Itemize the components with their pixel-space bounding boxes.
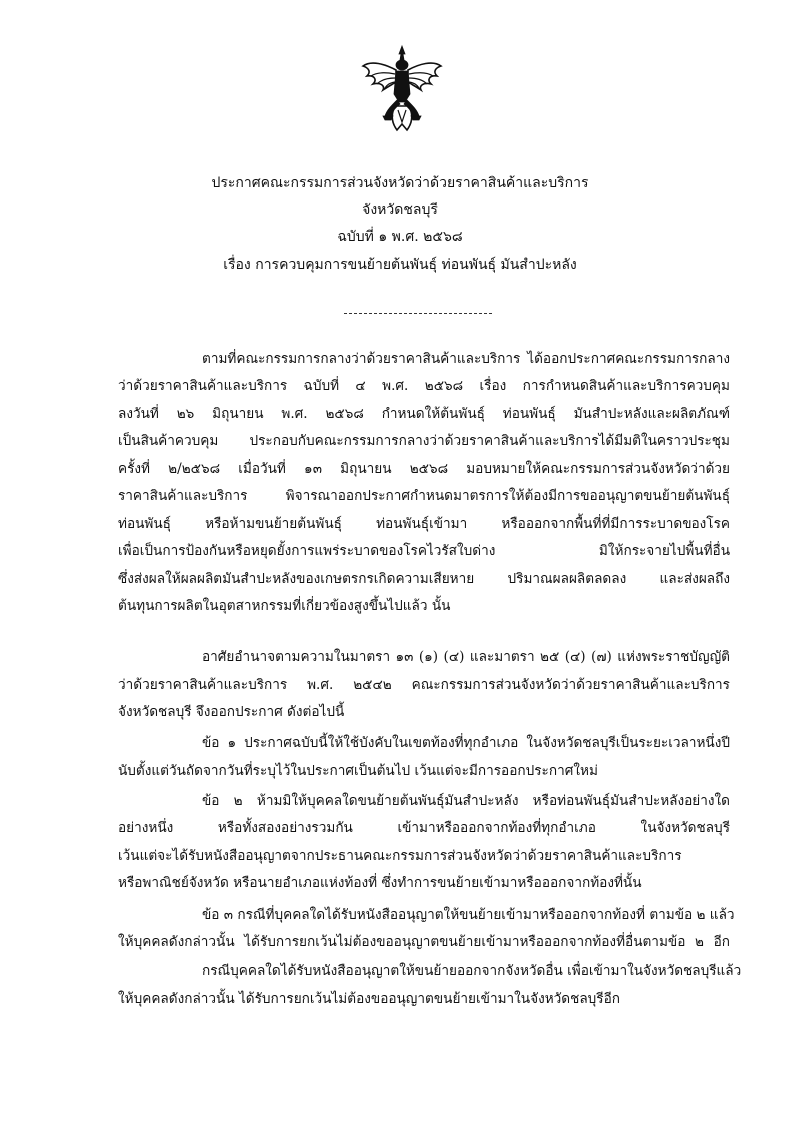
clause-2-line-1: ข้อ ๒ ห้ามมิให้บุคคลใดขนย้ายต้นพันธุ์มันสำปะหลัง หรือท่อนพันธุ์มันสำปะหลังอย่างใด bbox=[202, 793, 730, 809]
document-title: ประกาศคณะกรรมการส่วนจังหวัดว่าด้วยราคาสินค้าและบริการ bbox=[211, 175, 589, 191]
clause-1-line-2: นับตั้งแต่วันถัดจากวันที่ระบุไว้ในประกาศเป็นต้นไป เว้นแต่จะมีการออกประกาศใหม่ bbox=[118, 763, 598, 779]
paragraph-1-line-2: ว่าด้วยราคาสินค้าและบริการ ฉบับที่ ๔ พ.ศ. ๒๕๖๘ เรื่อง การกำหนดสินค้าและบริการควบคุม bbox=[118, 378, 730, 394]
clause-2-line-4: หรือพาณิชย์จังหวัด หรือนายอำเภอแห่งท้องที่ ซึ่งทำการขนย้ายเข้ามาหรือออกจากท้องที่นั้น bbox=[118, 875, 642, 891]
clause-1-line-1: ข้อ ๑ ประกาศฉบับนี้ให้ใช้บังคับในเขตท้องที่ทุกอำเภอ ในจังหวัดชลบุรีเป็นระยะเวลาหนึ่งปี bbox=[202, 735, 730, 751]
paragraph-1-line-10: ต้นทุนการผลิตในอุตสาหกรรมที่เกี่ยวข้องสูงขึ้นไปแล้ว นั้น bbox=[118, 598, 451, 614]
clause-2-line-2: อย่างหนึ่ง หรือทั้งสองอย่างรวมกัน เข้ามาหรือออกจากท้องที่ทุกอำเภอ ในจังหวัดชลบุรี bbox=[118, 820, 730, 836]
garuda-emblem-icon bbox=[361, 44, 443, 134]
paragraph-1-line-6: ราคาสินค้าและบริการ พิจารณาออกประกาศกำหนดมาตรการให้ต้องมีการขออนุญาตขนย้ายต้นพันธุ์ bbox=[118, 488, 730, 504]
issue-number: ฉบับที่ ๑ พ.ศ. ๒๕๖๘ bbox=[337, 229, 463, 245]
clause-2-line-3: เว้นแต่จะได้รับหนังสืออนุญาตจากประธานคณะกรรมการส่วนจังหวัดว่าด้วยราคาสินค้าและบริการ bbox=[118, 848, 682, 864]
subject-line: เรื่อง การควบคุมการขนย้ายต้นพันธุ์ ท่อนพันธุ์ มันสำปะหลัง bbox=[223, 257, 577, 273]
paragraph-1-line-4: เป็นสินค้าควบคุม ประกอบกับคณะกรรมการกลางว่าด้วยราคาสินค้าและบริการได้มีมติในคราวประชุม bbox=[118, 433, 730, 449]
clause-3-cont-line-1: กรณีบุคคลใดได้รับหนังสืออนุญาตให้ขนย้ายออกจากจังหวัดอื่น เพื่อเข้ามาในจังหวัดชลบุรีแล้ว bbox=[202, 963, 742, 979]
paragraph-1-line-1: ตามที่คณะกรรมการกลางว่าด้วยราคาสินค้าและบริการ ได้ออกประกาศคณะกรรมการกลาง bbox=[202, 351, 730, 367]
clause-3-cont-line-2: ให้บุคคลดังกล่าวนั้น ได้รับการยกเว้นไม่ต้องขออนุญาตขนย้ายเข้ามาในจังหวัดชลบุรีอีก bbox=[118, 991, 621, 1007]
province-name: จังหวัดชลบุรี bbox=[362, 202, 438, 218]
title-divider bbox=[344, 313, 492, 314]
clause-3-line-2: ให้บุคคลดังกล่าวนั้น ได้รับการยกเว้นไม่ต้องขออนุญาตขนย้ายเข้ามาหรือออกจากท้องที่อื่นตามข้อ ๒ อีก bbox=[118, 934, 730, 950]
paragraph-2-line-2: ว่าด้วยราคาสินค้าและบริการ พ.ศ. ๒๕๔๒ คณะกรรมการส่วนจังหวัดว่าด้วยราคาสินค้าและบริการ bbox=[118, 677, 730, 693]
clause-3-line-1: ข้อ ๓ กรณีที่บุคคลใดได้รับหนังสืออนุญาตให้ขนย้ายเข้ามาหรือออกจากท้องที่ ตามข้อ ๒ แล้ว bbox=[202, 907, 735, 923]
paragraph-1-line-7: ท่อนพันธุ์ หรือห้ามขนย้ายต้นพันธุ์ ท่อนพันธุ์เข้ามา หรือออกจากพื้นที่ที่มีการระบาดของโรค bbox=[118, 516, 730, 532]
paragraph-1-line-9: ซึ่งส่งผลให้ผลผลิตมันสำปะหลังของเกษตรกรเกิดความเสียหาย ปริมาณผลผลิตลดลง และส่งผลถึง bbox=[118, 571, 730, 587]
paragraph-1-line-8: เพื่อเป็นการป้องกันหรือหยุดยั้งการแพร่ระบาดของโรคไวรัสใบด่าง มิให้กระจายไปพื้นที่อื่น bbox=[118, 543, 730, 559]
paragraph-1-line-5: ครั้งที่ ๒/๒๕๖๘ เมื่อวันที่ ๑๓ มิถุนายน ๒๕๖๘ มอบหมายให้คณะกรรมการส่วนจังหวัดว่าด้วย bbox=[118, 461, 730, 477]
paragraph-2-line-1: อาศัยอำนาจตามความในมาตรา ๑๓ (๑) (๔) และมาตรา ๒๕ (๔) (๗) แห่งพระราชบัญญัติ bbox=[202, 649, 730, 665]
paragraph-2-line-3: จังหวัดชลบุรี จึงออกประกาศ ดังต่อไปนี้ bbox=[118, 704, 345, 720]
paragraph-1-line-3: ลงวันที่ ๒๖ มิถุนายน พ.ศ. ๒๕๖๘ กำหนดให้ต้นพันธุ์ ท่อนพันธุ์ มันสำปะหลังและผลิตภัณฑ์ bbox=[118, 406, 730, 422]
